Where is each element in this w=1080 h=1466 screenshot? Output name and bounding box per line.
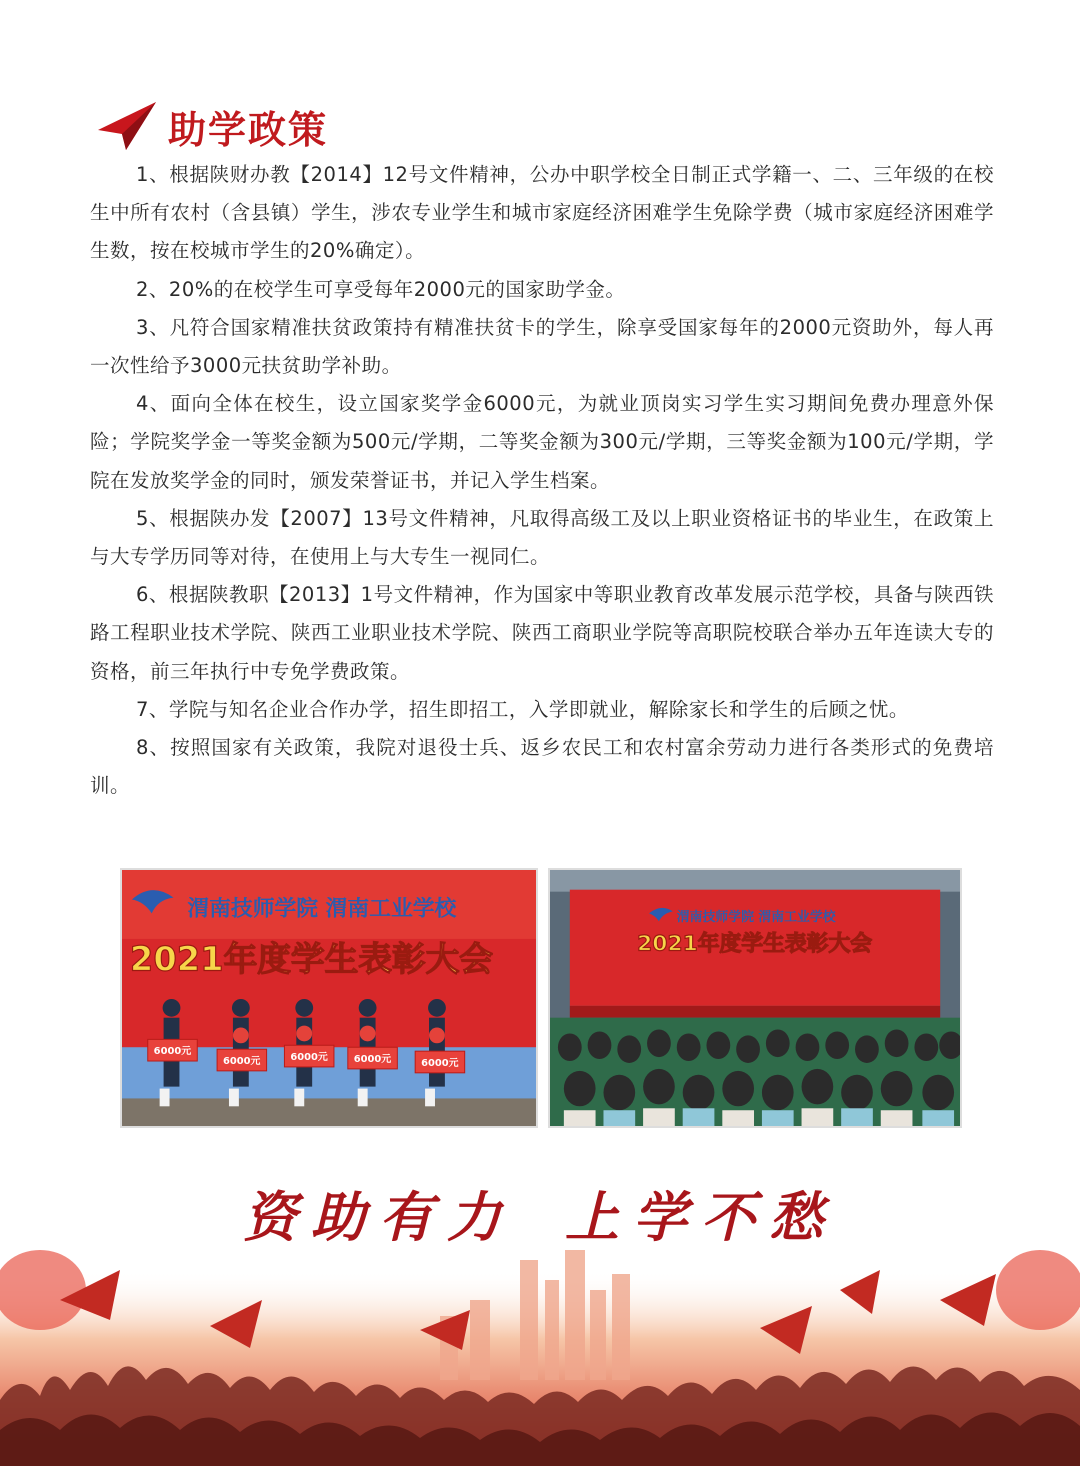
photo-gallery [120, 868, 962, 1128]
stage-banner-line1: 渭南技师学院 渭南工业学校 [676, 910, 836, 926]
paper-plane-icon [96, 100, 158, 152]
award-board-amount: 6000元 [223, 1055, 261, 1067]
award-board-amount: 6000元 [353, 1054, 392, 1065]
banner-line1: 渭南技师学院 渭南工业学校 [187, 896, 457, 922]
footer-decoration [0, 1230, 1080, 1466]
award-board-amount: 6000元 [290, 1052, 328, 1064]
award-ceremony-photo [120, 868, 538, 1128]
policy-list [90, 156, 994, 805]
policy-item: 4、面向全体在校生，设立国家奖学金6000元，为就业顶岗实习学生实习期间免费办理意外保险；学院奖学金一等奖金额为500元/学期，二等奖金额为300元/学期，三等奖金额为100元/学期，学院在发放奖学金的同时，颁发荣誉证书，并记入学生档案。 [90, 392, 994, 492]
slogan-part2: 上学不愁 [565, 1185, 837, 1249]
policy-item: 1、根据陕财办教【2014】12号文件精神，公办中职学校全日制正式学籍一、二、三年级的在校生中所有农村（含县镇）学生，涉农专业学生和城市家庭经济困难学生免除学费（城市家庭经济困难学生数，按在校城市学生的20%确定）。 [90, 163, 994, 263]
banner-line2: 2021年度学生表彰大会 [129, 939, 493, 979]
stage-banner-line2: 2021年度学生表彰大会 [637, 931, 873, 957]
slogan-part1: 资助有力 [243, 1185, 515, 1249]
award-board-amount: 6000元 [153, 1046, 192, 1058]
assembly-audience-photo [548, 868, 962, 1128]
section-header [96, 96, 328, 156]
policy-item: 3、凡符合国家精准扶贫政策持有精准扶贫卡的学生，除享受国家每年的2000元资助外，每人再一次性给予3000元扶贫助学补助。 [90, 315, 994, 378]
policy-item: 8、按照国家有关政策，我院对退役士兵、返乡农民工和农村富余劳动力进行各类形式的免费培训。 [90, 736, 994, 798]
policy-item: 2、20%的在校学生可享受每年2000元的国家助学金。 [136, 277, 626, 301]
award-board-amount: 6000元 [421, 1057, 459, 1069]
policy-item: 6、根据陕教职【2013】1号文件精神，作为国家中等职业教育改革发展示范学校，具备与陕西铁路工程职业技术学院、陕西工业职业技术学院、陕西工商职业学院等高职院校联合举办五年连读大专的资格，前三年执行中专免学费政策。 [90, 583, 994, 683]
section-title: 助学政策 [168, 106, 329, 152]
policy-item: 5、根据陕办发【2007】13号文件精神，凡取得高级工及以上职业资格证书的毕业生，在政策上与大专学历同等对待，在使用上与大专生一视同仁。 [90, 506, 994, 569]
policy-item: 7、学院与知名企业合作办学，招生即招工，入学即就业，解除家长和学生的后顾之忧。 [136, 697, 909, 721]
